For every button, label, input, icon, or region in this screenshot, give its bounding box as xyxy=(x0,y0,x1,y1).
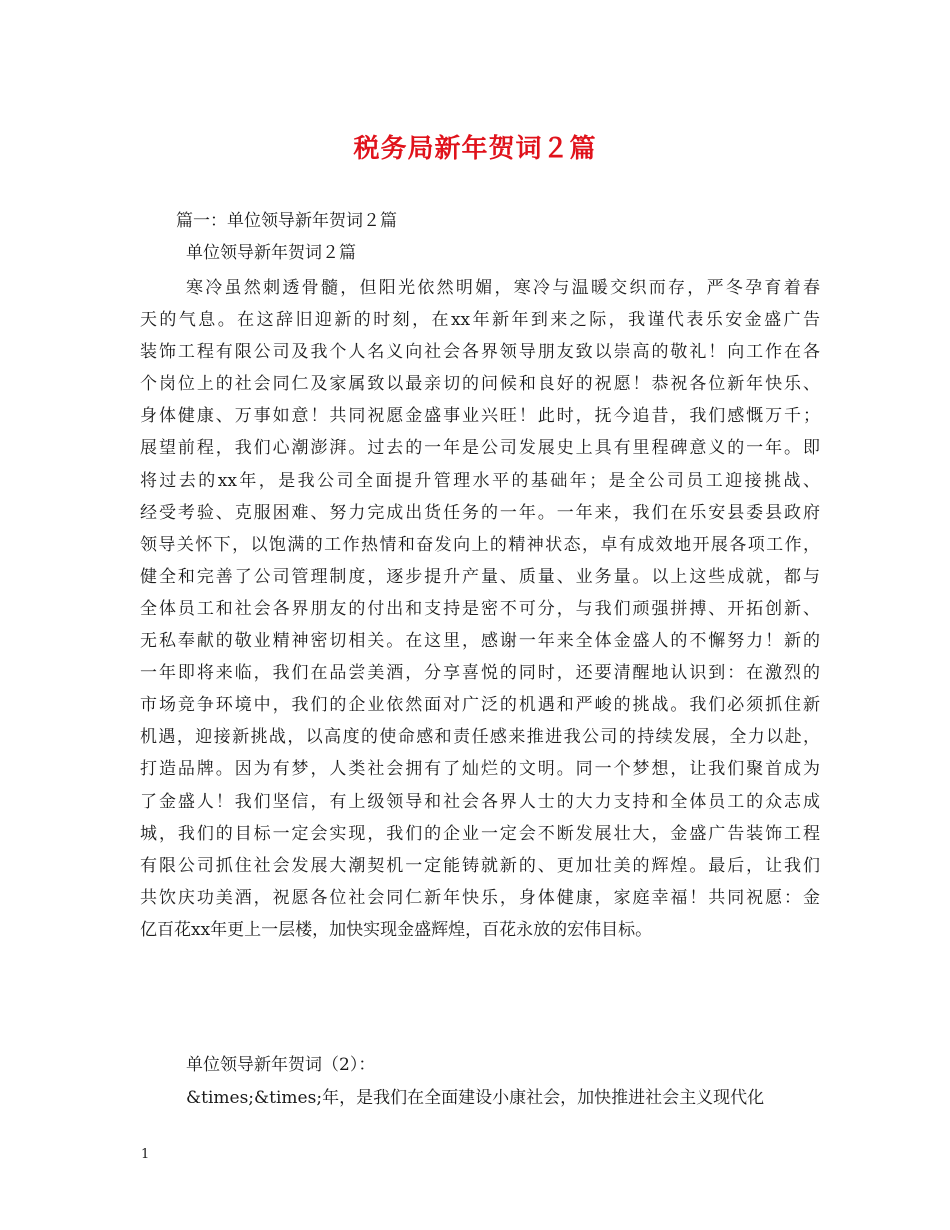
document-title: 税务局新年贺词２篇 xyxy=(353,134,597,164)
paragraph-line: 一年即将来临，我们在品尝美酒，分享喜悦的同时，还要清醒地认识到：在激烈的 xyxy=(140,663,820,684)
paragraph-line: 天的气息。在这辞旧迎新的时刻，在xx年新年到来之际，我谨代表乐安金盛广告 xyxy=(140,310,820,331)
paragraph-line: 全体员工和社会各界朋友的付出和支持是密不可分，与我们顽强拼搏、开拓创新、 xyxy=(140,598,820,619)
page-number: 1 xyxy=(141,1147,150,1162)
paragraph-line: &times;&times;年，是我们在全面建设小康社会，加快推进社会主义现代化 xyxy=(186,1088,765,1108)
paragraph-line: 领导关怀下，以饱满的工作热情和奋发向上的精神状态，卓有成效地开展各项工作， xyxy=(140,534,820,555)
paragraph-line: 个岗位上的社会同仁及家属致以最亲切的问候和良好的祝愿！恭祝各位新年快乐、 xyxy=(140,374,820,395)
paragraph-line: 寒冷虽然刺透骨髓，但阳光依然明媚，寒冷与温暖交织而存，严冬孕育着春 xyxy=(186,278,820,298)
paragraph-body xyxy=(140,272,820,946)
paragraph-line: 将过去的xx年，是我公司全面提升管理水平的基础年；是全公司员工迎接挑战、 xyxy=(140,470,820,491)
section-subheading: 单位领导新年贺词２篇 xyxy=(186,243,356,263)
section-heading: 单位领导新年贺词（2）： xyxy=(186,1055,376,1075)
paragraph-line: 身体健康、万事如意！共同祝愿金盛事业兴旺！此时，抚今追昔，我们感慨万千； xyxy=(140,406,820,427)
paragraph-line: 健全和完善了公司管理制度，逐步提升产量、质量、业务量。以上这些成就，都与 xyxy=(140,566,820,587)
paragraph-line: 有限公司抓住社会发展大潮契机一定能铸就新的、更加壮美的辉煌。最后，让我们 xyxy=(140,855,820,876)
section-heading: 篇一：单位领导新年贺词２篇 xyxy=(176,211,397,231)
paragraph-line: 了金盛人！我们坚信，有上级领导和社会各界人士的大力支持和全体员工的众志成 xyxy=(140,791,820,812)
paragraph-line: 市场竞争环境中，我们的企业依然面对广泛的机遇和严峻的挑战。我们必须抓住新 xyxy=(140,695,820,716)
paragraph-line: 机遇，迎接新挑战，以高度的使命感和责任感来推进我公司的持续发展，全力以赴， xyxy=(140,727,820,748)
paragraph-line: 经受考验、克服困难、努力完成出货任务的一年。一年来，我们在乐安县委县政府 xyxy=(140,502,820,523)
paragraph-line: 亿百花xx年更上一层楼，加快实现金盛辉煌，百花永放的宏伟目标。 xyxy=(140,919,653,940)
paragraph-line: 打造品牌。因为有梦，人类社会拥有了灿烂的文明。同一个梦想，让我们聚首成为 xyxy=(140,759,820,780)
paragraph-line: 城，我们的目标一定会实现，我们的企业一定会不断发展壮大，金盛广告装饰工程 xyxy=(140,823,820,844)
paragraph-line: 无私奉献的敬业精神密切相关。在这里，感谢一年来全体金盛人的不懈努力！新的 xyxy=(140,631,820,652)
paragraph-line: 共饮庆功美酒，祝愿各位社会同仁新年快乐，身体健康，家庭幸福！共同祝愿：金 xyxy=(140,887,820,908)
paragraph-line: 展望前程，我们心潮澎湃。过去的一年是公司发展史上具有里程碑意义的一年。即 xyxy=(140,438,820,459)
paragraph-line: 装饰工程有限公司及我个人名义向社会各界领导朋友致以崇高的敬礼！向工作在各 xyxy=(140,342,820,363)
